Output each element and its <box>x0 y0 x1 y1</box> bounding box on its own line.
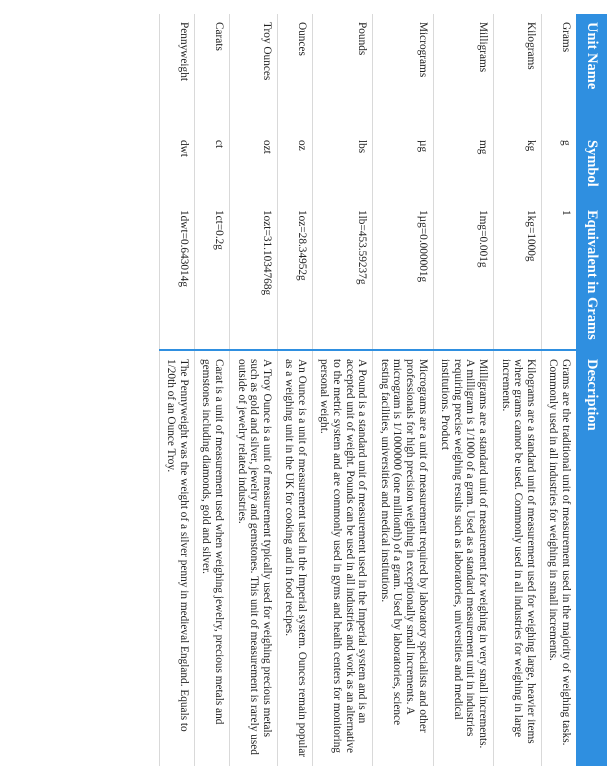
description-cell: Kilograms are a standard unit of measurement used for weighing large, heavier items where grams cannot be used. Commonly used in all industries for weighing in large increments. <box>494 350 542 766</box>
unit-name-cell: Ounces <box>277 14 312 132</box>
table-row <box>194 14 229 766</box>
equivalent-cell: 1ct=0.2g <box>194 202 229 350</box>
unit-name-cell: Troy Ounces <box>229 14 277 132</box>
description-cell: A Troy Ounce is a unit of measurement typically used for weighing precious metals such as gold and silver, jewelry and gemstones. This unit of measurement is rarely used outside of jewelry related industries. <box>229 350 277 766</box>
symbol-cell: g <box>541 132 576 202</box>
table-row <box>433 14 493 766</box>
description-cell: A Pound is a standard unit of measurement used in the Imperial system and is an accepted unit of weight. Pounds can be used in all industries and work as an alternative to the metric system and are commonly used in gyms and health centers for monitoring personal weight. <box>312 350 372 766</box>
description-cell: Carat is a unit of measurement used when weighing jewelry, precious metals and gemstones including diamonds, gold and silver. <box>194 350 229 766</box>
symbol-cell: ozt <box>229 132 277 202</box>
symbol-cell: mg <box>433 132 493 202</box>
table-row <box>541 14 576 766</box>
unit-name-cell: Pennyweight <box>159 14 194 132</box>
header-equivalent: Equivalent in Grams <box>576 202 607 350</box>
unit-name-cell: Milligrams <box>433 14 493 132</box>
table-row <box>494 14 542 766</box>
unit-name-cell: Micrograms <box>373 14 433 132</box>
symbol-cell: lbs <box>312 132 372 202</box>
symbol-cell: dwt <box>159 132 194 202</box>
unit-name-cell: Carats <box>194 14 229 132</box>
description-cell: Milligrams are a standard unit of measurement for weighing in very small increments. A milligram is 1/1000 of a gram. Used as a standard measurement unit in industries requiring precise weighing results such as laboratories, universities and medical institutions. Product <box>433 350 493 766</box>
description-cell: The Pennyweight was the weight of a silver penny in medieval England. Equals to 1/20th of an Ounce Troy. <box>159 350 194 766</box>
weight-units-table <box>159 14 607 766</box>
table-row <box>277 14 312 766</box>
symbol-cell: kg <box>494 132 542 202</box>
equivalent-cell: 1oz=28.34952g <box>277 202 312 350</box>
table-row <box>159 14 194 766</box>
symbol-cell: µg <box>373 132 433 202</box>
table-row <box>229 14 277 766</box>
unit-name-cell: Pounds <box>312 14 372 132</box>
header-symbol: Symbol <box>576 132 607 202</box>
description-cell: Grams are the traditional unit of measurement used in the majority of weighing tasks. Commonly used in all industries for weighing in small increments. <box>541 350 576 766</box>
unit-name-cell: Grams <box>541 14 576 132</box>
equivalent-cell: 1µg=0.000001g <box>373 202 433 350</box>
equivalent-cell: 1kg=1000g <box>494 202 542 350</box>
description-cell: An Ounce is a unit of measurement used in the Imperial system. Ounces remain popular as a weighing unit in the UK for cooking and in food recipes. <box>277 350 312 766</box>
equivalent-cell: 1ozt=31.1034768g <box>229 202 277 350</box>
table-row <box>373 14 433 766</box>
table-header-row <box>576 14 607 766</box>
equivalent-cell: 1 <box>541 202 576 350</box>
unit-name-cell: Kilograms <box>494 14 542 132</box>
symbol-cell: ct <box>194 132 229 202</box>
equivalent-cell: 1mg=0.001g <box>433 202 493 350</box>
symbol-cell: oz <box>277 132 312 202</box>
description-cell: Micrograms are a unit of measurement required by laboratory specialists and other professionals for high precision weighing in exceptionally small increments. A microgram is 1/1000000 (one millionth) of a gram. Used by laboratories, science testing facilities, universities and medical institutions. <box>373 350 433 766</box>
header-description: Description <box>576 350 607 766</box>
table-row <box>312 14 372 766</box>
equivalent-cell: 1dwt=0.643014g <box>159 202 194 350</box>
equivalent-cell: 1lb=453.59237g <box>312 202 372 350</box>
header-unit-name: Unit Name <box>576 14 607 132</box>
